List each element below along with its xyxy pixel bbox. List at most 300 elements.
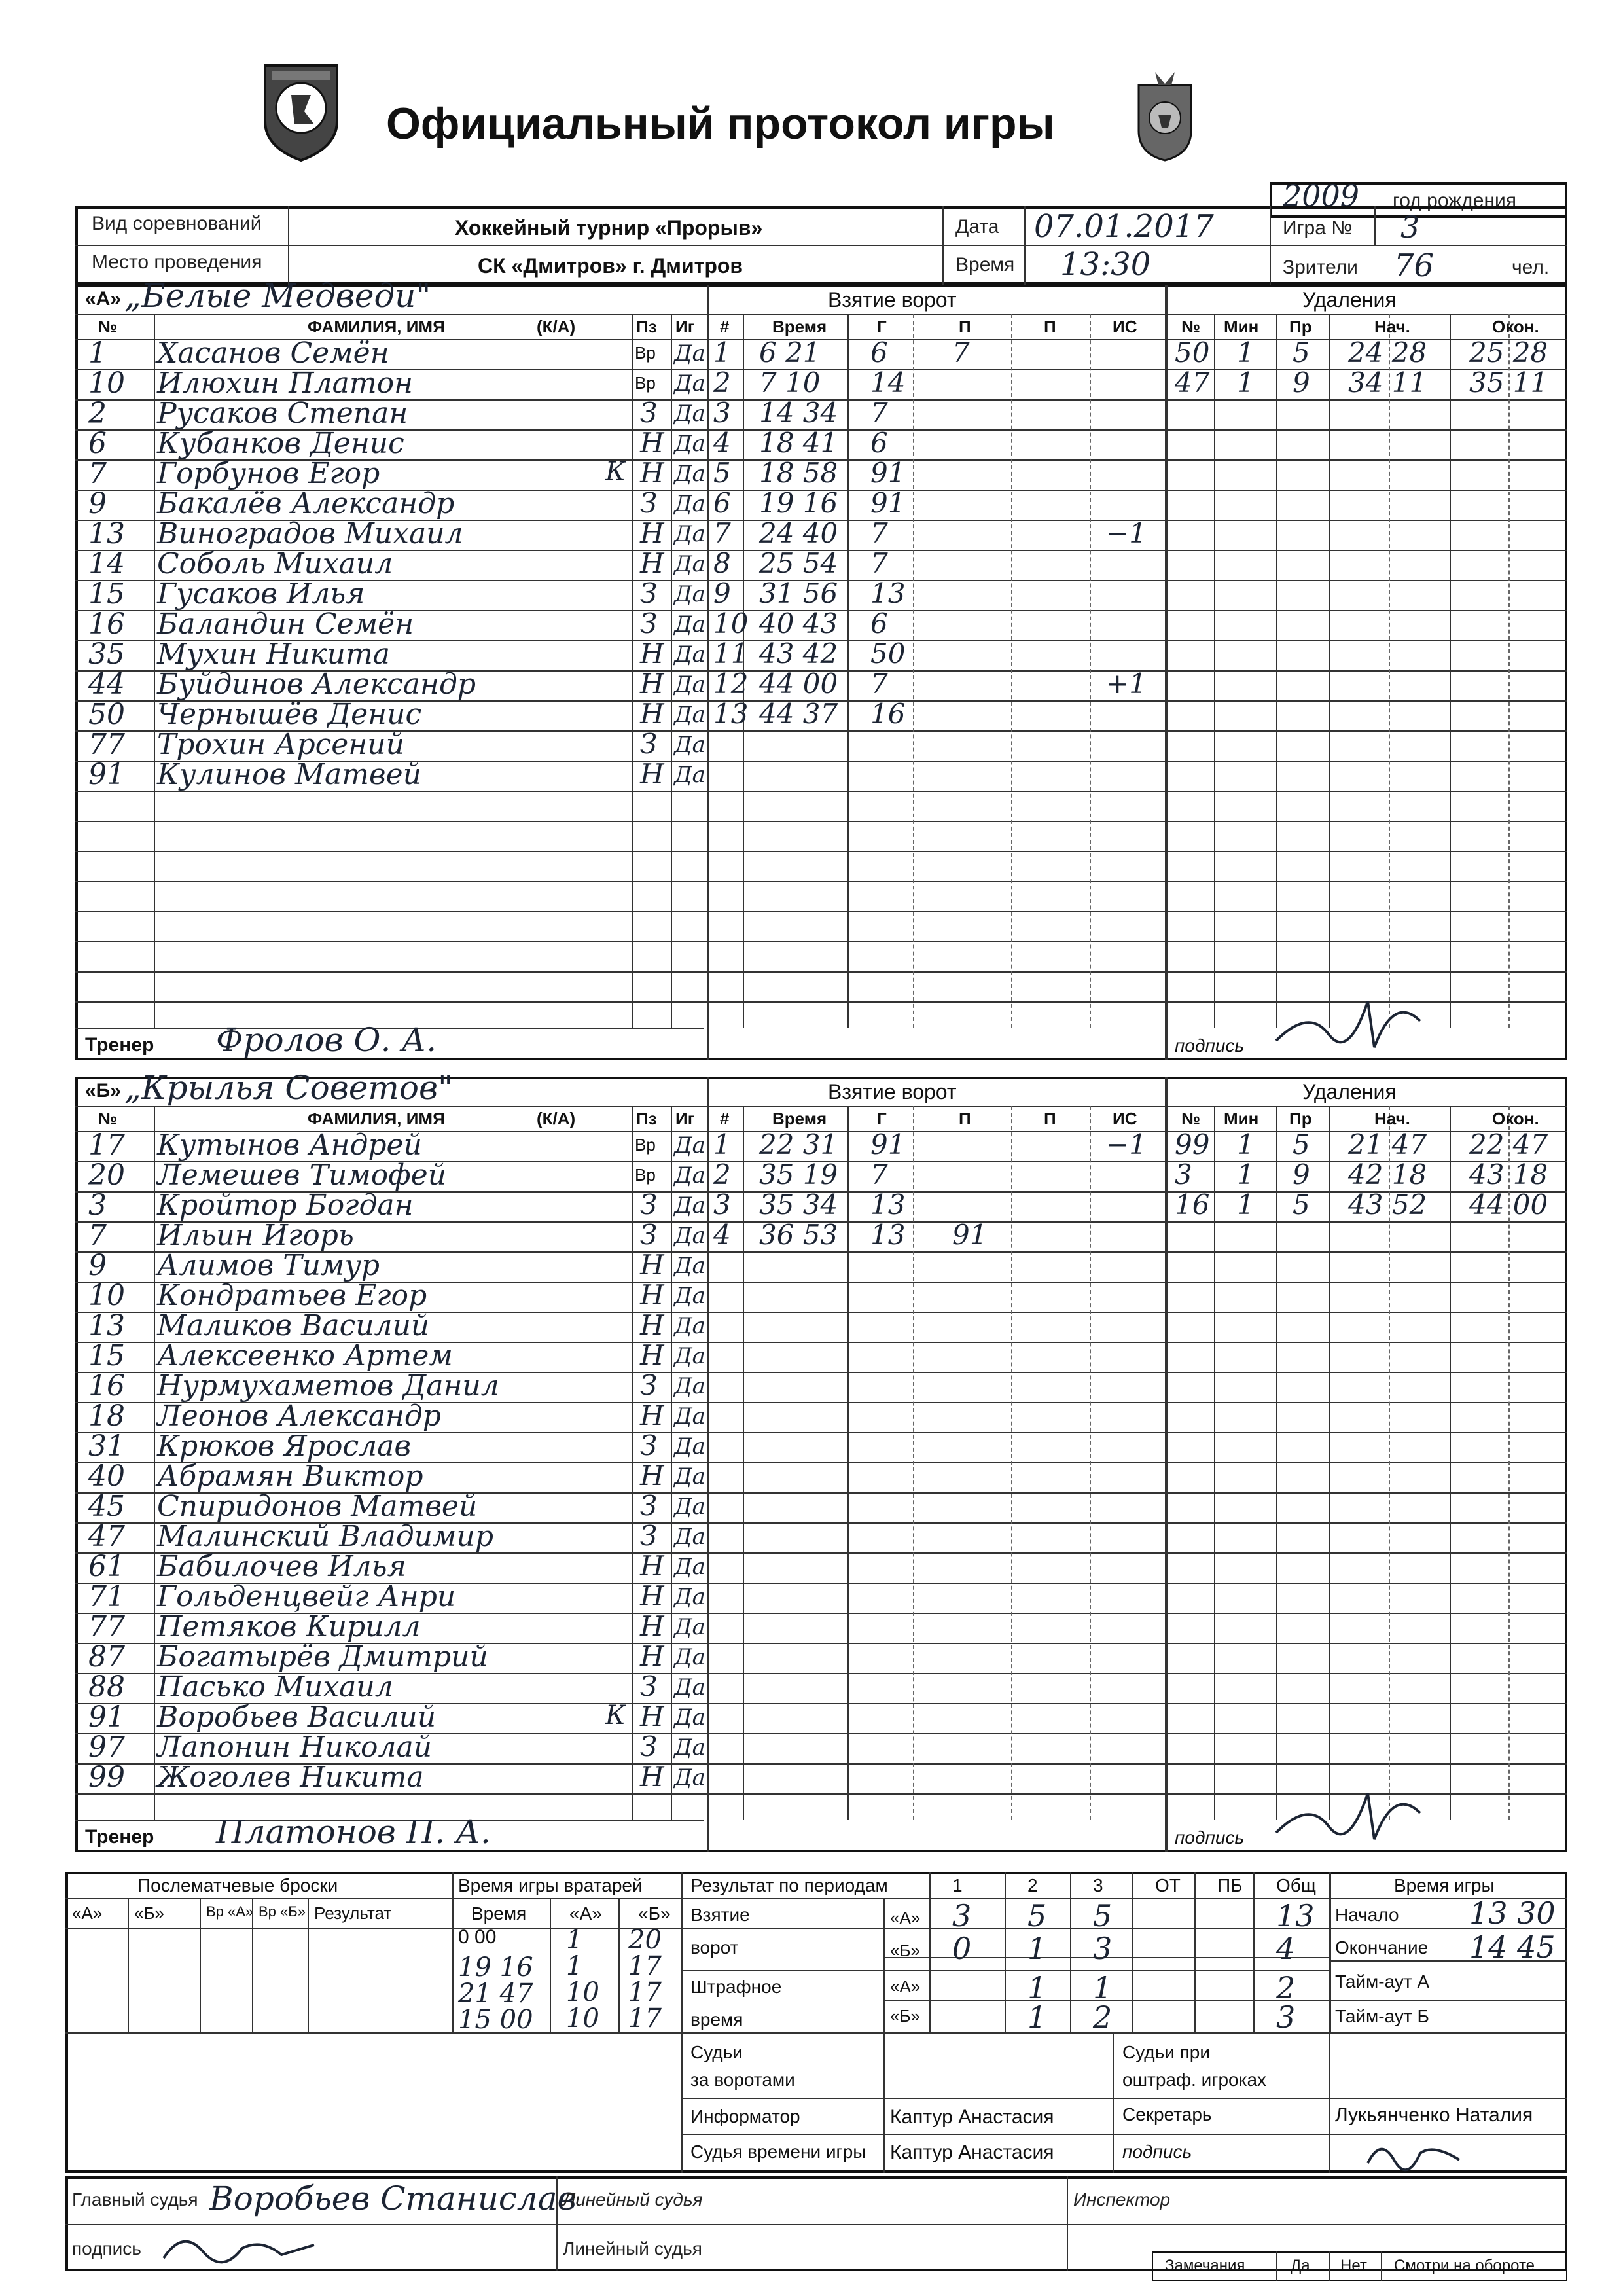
team_a-sign-label: подпись (1175, 1035, 1245, 1056)
remarks-yes[interactable]: Да (1291, 2257, 1310, 2274)
player-played: Да (674, 732, 705, 758)
penalty-start: 43 52 (1348, 1189, 1427, 1221)
shootout-col-4: Результат (314, 1903, 392, 1923)
team_a-col-goal-g: Г (877, 317, 887, 336)
birth-year-label: год рождения (1393, 190, 1517, 211)
player-played: Да (674, 1343, 705, 1369)
goal-time: 31 56 (759, 577, 838, 609)
period-value: 5 (1027, 1898, 1047, 1933)
goal-scorer: 13 (870, 1189, 906, 1221)
goalie-b: 17 (628, 2003, 662, 2034)
player-position: З (640, 607, 658, 639)
team_b-sign-label: подпись (1175, 1827, 1245, 1848)
player-played: Да (674, 1313, 705, 1339)
team_a-col-pen-no: № (1181, 317, 1200, 336)
goal-time: 40 43 (759, 607, 838, 639)
player-position: Н (640, 427, 664, 459)
player-position: Вр (635, 373, 656, 393)
penalty-start: 34 11 (1348, 367, 1427, 399)
player-number: 91 (88, 1700, 125, 1734)
player-name: Алимов Тимур (157, 1249, 380, 1282)
player-played: Да (674, 1674, 705, 1700)
player-position: Н (640, 758, 664, 790)
penalty-minutes: 1 (1237, 1158, 1255, 1191)
player-name: Алексеенко Артем (157, 1339, 453, 1372)
player-position: Н (640, 1460, 664, 1492)
player-played: Да (674, 762, 705, 788)
player-name: Петяков Кирилл (157, 1610, 421, 1643)
player-number: 15 (88, 577, 125, 611)
player-name: Мухин Никита (157, 637, 390, 671)
player-played: Да (674, 1584, 705, 1610)
player-played: Да (674, 1704, 705, 1731)
player-number: 7 (88, 457, 107, 490)
penalty-start: 42 18 (1348, 1158, 1427, 1191)
team_a-goals-title: Взятие ворот (828, 288, 957, 312)
player-name: Леонов Александр (157, 1399, 441, 1433)
goal-number: 10 (713, 607, 749, 639)
player-name: Трохин Арсений (157, 728, 404, 761)
goals-a-tag: «А» (890, 1908, 921, 1928)
goal-time: 35 34 (759, 1189, 838, 1221)
informer-name: Каптур Анастасия (890, 2106, 1054, 2128)
team_a-col-goal-num: # (720, 317, 730, 336)
player-name: Жоголев Никита (157, 1761, 424, 1794)
player-position: З (640, 1369, 658, 1401)
player-name: Виноградов Михаил (157, 517, 463, 550)
player-number: 14 (88, 547, 125, 581)
penalty-end: 43 18 (1469, 1158, 1548, 1191)
team_b-coach-signature (1270, 1774, 1427, 1849)
player-position: Н (640, 1610, 664, 1642)
goal-number: 9 (713, 577, 731, 609)
goalie-b: 17 (628, 1977, 662, 2007)
player-number: 13 (88, 517, 125, 550)
player-number: 10 (88, 367, 125, 400)
team_a-col-goal-p1: П (959, 317, 971, 336)
team_b-col-pen-end: Окон. (1492, 1109, 1539, 1128)
player-played: Да (674, 1373, 705, 1399)
player-played: Да (674, 1554, 705, 1580)
pen-judges-2: оштраф. игроках (1122, 2070, 1267, 2090)
penalty-player: 16 (1175, 1189, 1210, 1221)
player-position: Н (640, 1399, 664, 1431)
team_b-col-pen-start: Нач. (1374, 1109, 1410, 1128)
goal-scorer: 50 (870, 637, 906, 670)
player-name: Бакалёв Александр (157, 487, 455, 520)
goal-scorer: 7 (870, 517, 888, 549)
player-number: 6 (88, 427, 107, 460)
goal-time: 24 40 (759, 517, 838, 549)
goal-number: 1 (713, 1128, 731, 1160)
player-position: З (640, 1731, 658, 1763)
penalty-minutes: 1 (1237, 1128, 1255, 1160)
period-value: 2 (1276, 1970, 1296, 2005)
period-value: 4 (1276, 1931, 1296, 1966)
goal-number: 3 (713, 397, 731, 429)
pen-judges-1: Судьи при (1122, 2042, 1211, 2062)
team_b-col-goal-g: Г (877, 1109, 887, 1128)
period-value: 3 (952, 1898, 972, 1933)
player-number: 91 (88, 758, 125, 791)
goal-time: 35 19 (759, 1158, 838, 1191)
penalty-end: 35 11 (1469, 367, 1548, 399)
periods-title: Результат по периодам (690, 1875, 888, 1895)
goal-scorer: 7 (870, 547, 888, 579)
player-number: 35 (88, 637, 125, 671)
date-label: Дата (955, 216, 999, 238)
player-played: Да (674, 521, 705, 547)
goals-label-2: ворот (690, 1937, 739, 1958)
player-name: Лапонин Николай (157, 1731, 433, 1764)
player-name: Горбунов Егор (157, 457, 380, 490)
period-col-1: 2 (1027, 1875, 1038, 1895)
player-number: 99 (88, 1761, 125, 1794)
player-name: Абрамян Виктор (157, 1460, 423, 1493)
goal-scorer: 7 (870, 1158, 888, 1191)
player-name: Нурмухаметов Данил (157, 1369, 499, 1403)
game-number-label: Игра № (1283, 217, 1353, 239)
goal-scorer: 7 (870, 668, 888, 700)
player-played: Да (674, 431, 705, 457)
team_a-col-pen-pr: Пр (1289, 317, 1312, 336)
penalty-minutes: 1 (1237, 1189, 1255, 1221)
player-name: Соболь Михаил (157, 547, 393, 581)
shootout-col-1: «Б» (134, 1903, 164, 1923)
goal-scorer: 6 (870, 607, 888, 639)
player-played: Да (674, 340, 705, 367)
player-number: 87 (88, 1640, 125, 1674)
player-name: Лемешев Тимофей (157, 1158, 447, 1192)
team_b-col-ka: (К/А) (537, 1109, 576, 1128)
shootout-col-2: Вр «А» (206, 1903, 254, 1920)
remarks-label: Замечания (1165, 2257, 1245, 2274)
goal-judges-1: Судьи (690, 2042, 743, 2062)
player-name: Бабилочев Илья (157, 1550, 406, 1583)
goal-strength: +1 (1106, 668, 1147, 700)
player-position: З (640, 397, 658, 429)
penalty-start: 21 47 (1348, 1128, 1427, 1160)
team_b-tag: «Б» (85, 1080, 121, 1102)
penalty-player: 50 (1175, 336, 1210, 368)
goal-scorer: 6 (870, 427, 888, 459)
player-name: Русаков Степан (157, 397, 408, 430)
penalty-end: 44 00 (1469, 1189, 1548, 1221)
player-played: Да (674, 1162, 705, 1189)
player-number: 18 (88, 1399, 125, 1433)
penalty-player: 3 (1175, 1158, 1192, 1191)
team_b-col-no: № (98, 1109, 117, 1128)
referee-sign-label: подпись (72, 2238, 141, 2259)
start-value: 13 30 (1469, 1895, 1556, 1931)
player-position: Н (640, 1279, 664, 1311)
goalie-a: 1 (566, 1925, 583, 1955)
goal-time: 22 31 (759, 1128, 838, 1160)
venue-value: СК «Дмитров» г. Дмитров (478, 254, 743, 278)
goals-b-tag: «Б» (890, 1941, 920, 1960)
team_a-col-pz: Пз (636, 317, 657, 336)
player-position: Н (640, 637, 664, 670)
goal-scorer: 91 (870, 457, 906, 489)
player-played: Да (674, 551, 705, 577)
player-position: З (640, 1520, 658, 1552)
spectators-value: 76 (1394, 247, 1435, 284)
goal-scorer: 7 (870, 397, 888, 429)
player-position: З (640, 577, 658, 609)
shootout-title: Послематчевые броски (137, 1875, 338, 1895)
referee-name: Воробьев Станислав (209, 2179, 577, 2217)
player-number: 3 (88, 1189, 107, 1222)
secretary-label: Секретарь (1122, 2104, 1212, 2125)
period-value: 1 (1027, 1931, 1047, 1966)
team_b-col-pen-min: Мин (1224, 1109, 1259, 1128)
team_b-col-goal-is: ИС (1113, 1109, 1137, 1128)
player-played: Да (674, 1283, 705, 1309)
team_a-col-goal-p2: П (1044, 317, 1056, 336)
start-label: Начало (1335, 1905, 1399, 1925)
player-name: Кутынов Андрей (157, 1128, 422, 1162)
penalty-reason: 5 (1293, 336, 1310, 368)
pim-a-tag: «А» (890, 1977, 921, 1996)
goals-label-1: Взятие (690, 1905, 750, 1925)
goalie-b: 17 (628, 1951, 662, 1981)
goal-time: 44 00 (759, 668, 838, 700)
goal-assist-1: 91 (952, 1219, 988, 1251)
team_a-col-name: ФАМИЛИЯ, ИМЯ (308, 317, 445, 336)
period-value: 0 (952, 1931, 972, 1966)
goalie-col-0: Время (471, 1903, 527, 1924)
goalie-time: 15 00 (458, 2005, 533, 2035)
linesman-1-label: Линейный судья (563, 2189, 703, 2210)
goal-time: 6 21 (759, 336, 821, 368)
goal-number: 11 (713, 637, 749, 670)
period-col-4: ПБ (1217, 1875, 1243, 1895)
player-played: Да (674, 1433, 705, 1460)
goalie-a: 10 (566, 2003, 599, 2034)
goal-time: 18 41 (759, 427, 838, 459)
pim-label-2: время (690, 2009, 743, 2030)
team_a-col-pen-end: Окон. (1492, 317, 1539, 336)
player-played: Да (674, 1614, 705, 1640)
team_a-col-pen-start: Нач. (1374, 317, 1410, 336)
player-name: Малинский Владимир (157, 1520, 493, 1553)
player-position: Н (640, 668, 664, 700)
secretary-sign-label: подпись (1122, 2142, 1192, 2162)
period-col-3: ОТ (1155, 1875, 1181, 1895)
time-label: Время (955, 254, 1015, 276)
goal-time: 36 53 (759, 1219, 838, 1251)
player-name: Богатырёв Дмитрий (157, 1640, 488, 1674)
player-played: Да (674, 1734, 705, 1761)
player-played: Да (674, 491, 705, 517)
player-number: 20 (88, 1158, 125, 1192)
player-position: Вр (635, 1165, 656, 1185)
period-col-0: 1 (952, 1875, 963, 1895)
team_b-col-goal-time: Время (772, 1109, 827, 1128)
player-position: Н (640, 1761, 664, 1793)
goal-number: 2 (713, 367, 731, 399)
player-number: 71 (88, 1580, 125, 1613)
pim-label-1: Штрафное (690, 1977, 782, 1997)
player-number: 88 (88, 1670, 125, 1704)
player-number: 31 (88, 1429, 125, 1463)
goal-number: 5 (713, 457, 731, 489)
team_a-col-goal-is: ИС (1113, 317, 1137, 336)
goal-number: 8 (713, 547, 731, 579)
penalty-reason: 5 (1293, 1128, 1310, 1160)
goal-time: 14 34 (759, 397, 838, 429)
player-played: Да (674, 672, 705, 698)
player-number: 17 (88, 1128, 125, 1162)
goalie-time: 19 16 (458, 1952, 533, 1982)
player-name: Крюков Ярослав (157, 1429, 412, 1463)
player-played: Да (674, 401, 705, 427)
goal-number: 1 (713, 336, 731, 368)
penalty-minutes: 1 (1237, 367, 1255, 399)
team_b-coach-name: Платонов П. А. (216, 1813, 491, 1851)
player-position: Н (640, 1339, 664, 1371)
player-number: 97 (88, 1731, 125, 1764)
player-number: 1 (88, 336, 107, 370)
timeout-a-label: Тайм-аут А (1335, 1971, 1430, 1992)
player-name: Спиридонов Матвей (157, 1490, 478, 1523)
captain-mark: К (605, 1700, 626, 1731)
penalty-minutes: 1 (1237, 336, 1255, 368)
player-number: 7 (88, 1219, 107, 1252)
timeout-b-label: Тайм-аут Б (1335, 2006, 1429, 2026)
goalie-time: 0 00 (458, 1926, 497, 1948)
player-played: Да (674, 1524, 705, 1550)
player-number: 50 (88, 698, 125, 731)
player-position: Н (640, 457, 664, 489)
penalty-reason: 5 (1293, 1189, 1310, 1221)
player-played: Да (674, 702, 705, 728)
team_a-col-no: № (98, 317, 117, 336)
player-position: Н (640, 1249, 664, 1281)
penalty-player: 99 (1175, 1128, 1210, 1160)
goal-assist-1: 7 (952, 336, 970, 368)
team_b-col-name: ФАМИЛИЯ, ИМЯ (308, 1109, 445, 1128)
player-played: Да (674, 1132, 705, 1158)
goalie-time-title: Время игры вратарей (458, 1875, 643, 1895)
goal-scorer: 91 (870, 1128, 906, 1160)
penalty-reason: 9 (1293, 1158, 1310, 1191)
goal-number: 4 (713, 1219, 731, 1251)
hockey-club-logo (259, 59, 344, 164)
game-number-value: 3 (1400, 209, 1420, 245)
goalie-b: 20 (628, 1925, 662, 1955)
venue-label: Место проведения (92, 251, 262, 273)
player-name: Маликов Василий (157, 1309, 430, 1342)
player-number: 16 (88, 607, 125, 641)
goal-time: 43 42 (759, 637, 838, 670)
player-name: Гольденцвейг Анри (157, 1580, 456, 1613)
goal-strength: −1 (1106, 517, 1147, 549)
goal-number: 4 (713, 427, 731, 459)
captain-mark: К (605, 457, 626, 487)
team_b-goals-title: Взятие ворот (828, 1080, 957, 1103)
team_b-col-ig: Иг (675, 1109, 695, 1128)
remarks-no[interactable]: Нет (1340, 2257, 1367, 2274)
team_a-name: „Белые Медведи" (124, 277, 431, 315)
goalie-a: 1 (566, 1951, 583, 1981)
team_a-coach-name: Фролов О. А. (216, 1021, 437, 1059)
player-number: 44 (88, 668, 125, 701)
player-played: Да (674, 370, 705, 397)
shootout-col-3: Вр «Б» (259, 1903, 306, 1920)
player-position: Н (640, 698, 664, 730)
goalie-time: 21 47 (458, 1979, 533, 2009)
period-value: 2 (1093, 2000, 1113, 2035)
player-name: Пасько Михаил (157, 1670, 393, 1704)
goal-number: 2 (713, 1158, 731, 1191)
inspector-label: Инспектор (1073, 2189, 1171, 2210)
goal-judges-2: за воротами (690, 2070, 795, 2090)
period-value: 3 (1093, 1931, 1113, 1966)
goal-scorer: 14 (870, 367, 906, 399)
player-position: Н (640, 1580, 664, 1612)
player-played: Да (674, 1253, 705, 1279)
player-played: Да (674, 1494, 705, 1520)
period-value: 3 (1276, 2000, 1296, 2035)
player-position: З (640, 1490, 658, 1522)
player-position: Н (640, 547, 664, 579)
secretary-signature (1361, 2130, 1466, 2179)
date-value: 07.01.2017 (1034, 208, 1214, 245)
team_b-col-goal-p2: П (1044, 1109, 1056, 1128)
goal-number: 13 (713, 698, 749, 730)
referee-signature (157, 2225, 327, 2274)
player-played: Да (674, 461, 705, 487)
timekeeper-name: Каптур Анастасия (890, 2142, 1054, 2163)
player-played: Да (674, 1463, 705, 1490)
page-title: Официальный протокол игры (386, 99, 1055, 149)
player-number: 16 (88, 1369, 125, 1403)
player-position: З (640, 487, 658, 519)
player-number: 9 (88, 1249, 107, 1282)
player-name: Кулинов Матвей (157, 758, 421, 791)
end-label: Окончание (1335, 1937, 1429, 1958)
team_a-coach-label: Тренер (85, 1034, 154, 1056)
player-position: З (640, 1429, 658, 1462)
end-value: 14 45 (1469, 1929, 1556, 1965)
team_b-coach-label: Тренер (85, 1826, 154, 1848)
pim-b-tag: «Б» (890, 2006, 920, 2026)
player-name: Кондратьев Егор (157, 1279, 427, 1312)
team_b-penalties-title: Удаления (1302, 1080, 1397, 1103)
player-number: 47 (88, 1520, 125, 1553)
team_a-coach-signature (1270, 982, 1427, 1057)
player-number: 13 (88, 1309, 125, 1342)
goalie-col-2: «Б» (638, 1903, 671, 1924)
goal-time: 7 10 (759, 367, 821, 399)
player-position: Вр (635, 343, 656, 363)
goal-scorer: 13 (870, 1219, 906, 1251)
goal-time: 25 54 (759, 547, 838, 579)
competition-value: Хоккейный турнир «Прорыв» (455, 216, 763, 240)
goal-strength: −1 (1106, 1128, 1147, 1160)
team_a-col-goal-time: Время (772, 317, 827, 336)
see-back-label: Смотри на обороте (1394, 2257, 1535, 2274)
player-position: З (640, 1189, 658, 1221)
player-number: 77 (88, 728, 125, 761)
goalie-col-1: «А» (569, 1903, 602, 1924)
player-played: Да (674, 1223, 705, 1249)
goalie-a: 10 (566, 1977, 599, 2007)
period-value: 1 (1027, 2000, 1047, 2035)
team_a-col-ig: Иг (675, 317, 695, 336)
player-number: 77 (88, 1610, 125, 1643)
